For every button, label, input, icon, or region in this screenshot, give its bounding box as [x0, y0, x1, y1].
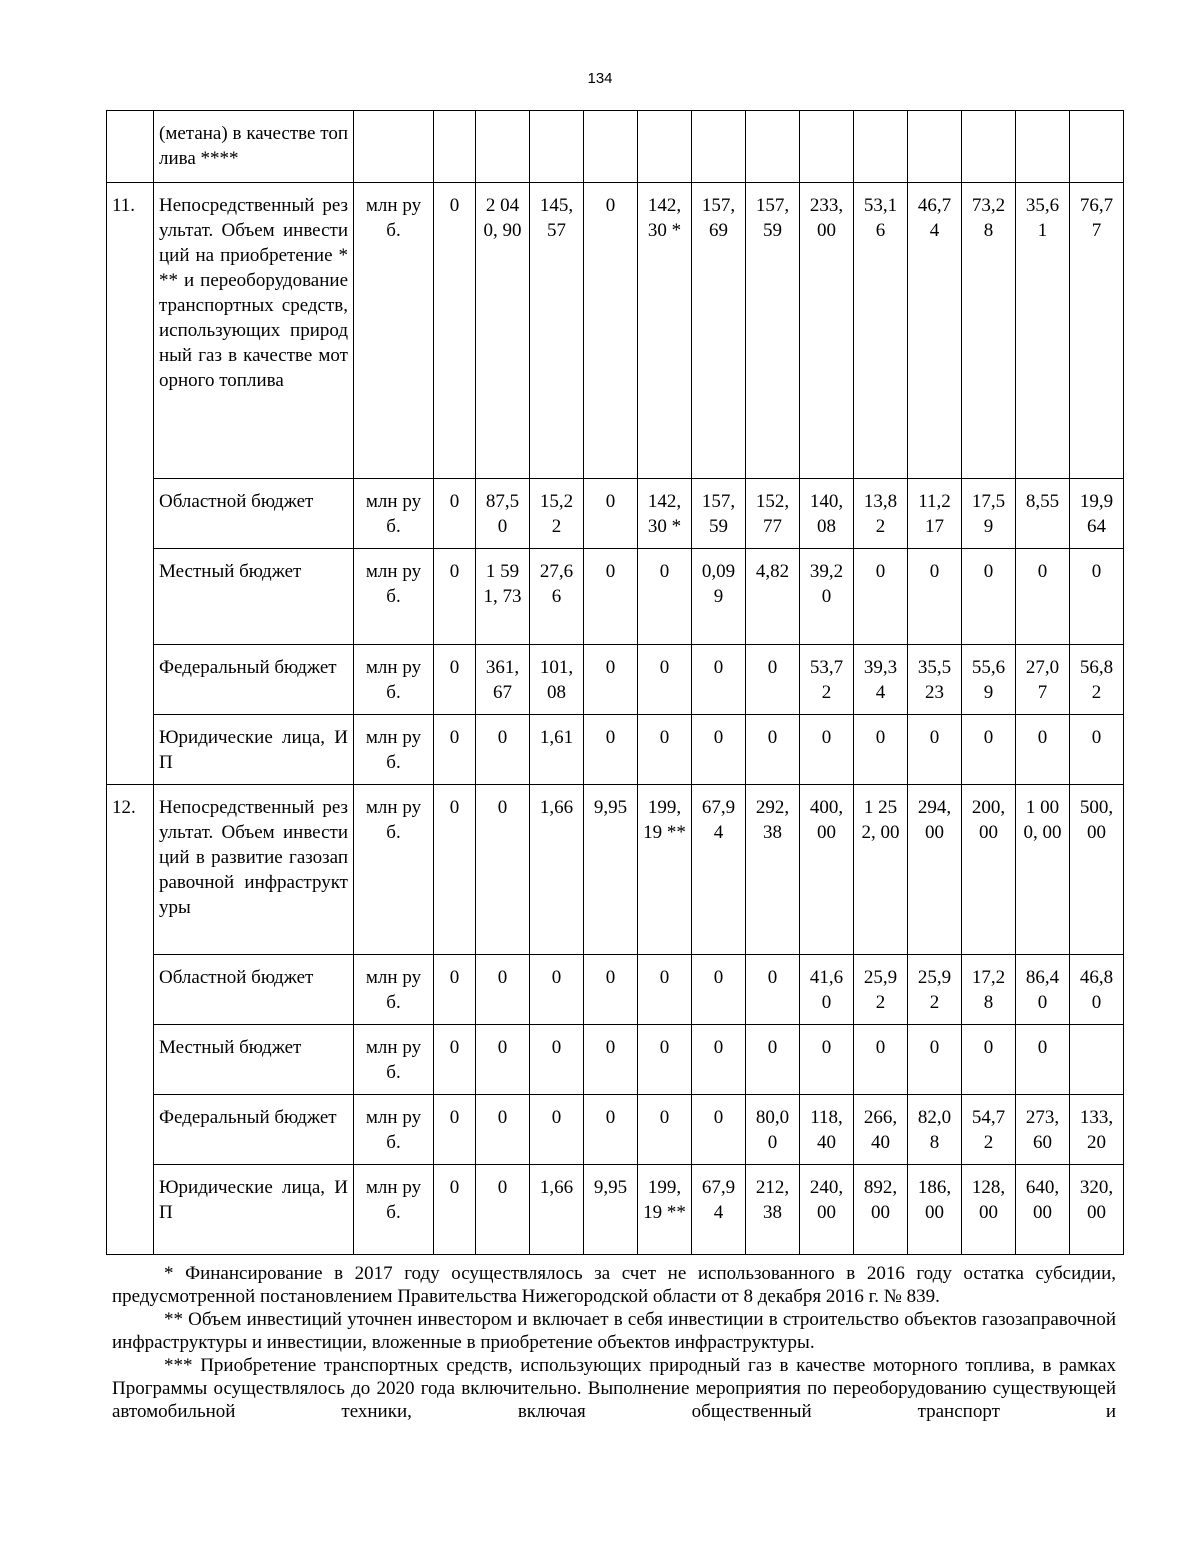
value-cell: 15,2 2 [530, 479, 584, 549]
value-cell: 0 [584, 479, 638, 549]
value-cell: 142, 30 * [638, 479, 692, 549]
row-number [107, 645, 154, 715]
value-cell: 67,9 4 [692, 1165, 746, 1255]
value-cell: 157, 69 [692, 183, 746, 479]
value-cell: 266, 40 [854, 1095, 908, 1165]
value-cell: 0 [434, 1095, 476, 1165]
value-cell: 11,2 17 [908, 479, 962, 549]
row-name: Местный бюджет [154, 549, 354, 645]
value-cell: 1,61 [530, 715, 584, 785]
value-cell: 46,7 4 [908, 183, 962, 479]
row-name: Федеральный бюджет [154, 645, 354, 715]
indicators-table [106, 110, 1124, 1255]
row-unit: млн руб. [354, 549, 434, 645]
value-cell: 0 [638, 715, 692, 785]
value-cell: 118, 40 [800, 1095, 854, 1165]
value-cell: 0 [1016, 549, 1070, 645]
value-cell: 4,82 [746, 549, 800, 645]
value-cell: 17,5 9 [962, 479, 1016, 549]
value-cell: 273, 60 [1016, 1095, 1070, 1165]
value-cell: 35,6 1 [1016, 183, 1070, 479]
value-cell: 0 [434, 645, 476, 715]
row-name: Областной бюджет [154, 479, 354, 549]
value-cell: 0 [908, 549, 962, 645]
value-cell: 25,9 2 [854, 955, 908, 1025]
footnotes [112, 1262, 1116, 1423]
value-cell: 54,7 2 [962, 1095, 1016, 1165]
row-unit: млн руб. [354, 785, 434, 955]
value-cell: 199, 19 ** [638, 785, 692, 955]
value-cell: 0 [692, 645, 746, 715]
value-cell: 200, 00 [962, 785, 1016, 955]
value-cell: 101, 08 [530, 645, 584, 715]
row-name: Непосредственный результат. Объем инвестиций на приобретение *** и переоборудование транспортных средств, использующих природный газ в качестве моторного топлива [154, 183, 354, 479]
value-cell: 0 [530, 1095, 584, 1165]
value-cell: 0 [434, 715, 476, 785]
value-cell: 1 252, 00 [854, 785, 908, 955]
table-row [107, 715, 1124, 785]
value-cell: 86,4 0 [1016, 955, 1070, 1025]
value-cell: 640, 00 [1016, 1165, 1070, 1255]
row-number [107, 111, 154, 183]
row-number [107, 1025, 154, 1095]
value-cell: 1 591, 73 [476, 549, 530, 645]
value-cell: 0 [746, 645, 800, 715]
value-cell: 0 [962, 715, 1016, 785]
value-cell: 1,66 [530, 1165, 584, 1255]
table-body [107, 111, 1124, 1255]
value-cell: 0 [692, 715, 746, 785]
value-cell: 35,5 23 [908, 645, 962, 715]
value-cell: 0 [800, 715, 854, 785]
value-cell: 0 [638, 549, 692, 645]
footnote-2: ** Объем инвестиций уточнен инвестором и включает в себя инвестиции в строительство объектов газозаправочной инфраструктуры и инвестиции, вложенные в приобретение объектов инфраструктуры. [112, 1309, 1116, 1353]
row-number [107, 955, 154, 1025]
row-unit: млн руб. [354, 645, 434, 715]
value-cell: 0 [530, 1025, 584, 1095]
value-cell: 142, 30 * [638, 183, 692, 479]
page-number: 134 [587, 70, 613, 87]
value-cell: 0 [1016, 715, 1070, 785]
value-cell: 0 [638, 1025, 692, 1095]
value-cell: 0 [800, 1025, 854, 1095]
value-cell: 361, 67 [476, 645, 530, 715]
row-unit: млн руб. [354, 715, 434, 785]
value-cell: 0 [638, 955, 692, 1025]
table-row [107, 549, 1124, 645]
table-row [107, 183, 1124, 479]
value-cell: 0 [692, 1025, 746, 1095]
row-number: 11. [107, 183, 154, 479]
table-row [107, 1025, 1124, 1095]
value-cell: 0 [746, 1025, 800, 1095]
value-cell: 0 [908, 1025, 962, 1095]
value-cell: 0 [434, 955, 476, 1025]
value-cell: 53,7 2 [800, 645, 854, 715]
row-name: Юридические лица, ИП [154, 1165, 354, 1255]
value-cell: 0 [584, 955, 638, 1025]
row-unit: млн руб. [354, 955, 434, 1025]
value-cell: 0 [692, 955, 746, 1025]
value-cell: 157, 59 [692, 479, 746, 549]
value-cell: 140, 08 [800, 479, 854, 549]
value-cell: 157, 59 [746, 183, 800, 479]
value-cell: 0 [1070, 549, 1124, 645]
value-cell: 128, 00 [962, 1165, 1016, 1255]
value-cell: 2 040, 90 [476, 183, 530, 479]
value-cell: 199, 19 ** [638, 1165, 692, 1255]
value-cell: 0 [476, 715, 530, 785]
row-name: Местный бюджет [154, 1025, 354, 1095]
footnote-1: * Финансирование в 2017 году осуществлялось за счет не использованного в 2016 году остатка субсидии, предусмотренной постановлением Правительства Нижегородской области от 8 декабря 2016 г. № 839. [112, 1263, 1116, 1307]
row-unit: млн руб. [354, 1095, 434, 1165]
value-cell: 80,0 0 [746, 1095, 800, 1165]
value-cell: 0,09 9 [692, 549, 746, 645]
value-cell: 0 [962, 549, 1016, 645]
row-number: 12. [107, 785, 154, 955]
value-cell: 0 [746, 955, 800, 1025]
value-cell: 0 [584, 183, 638, 479]
value-cell: 0 [962, 1025, 1016, 1095]
value-cell: 46,8 0 [1070, 955, 1124, 1025]
value-cell: 152, 77 [746, 479, 800, 549]
row-unit: млн руб. [354, 1165, 434, 1255]
row-name: Областной бюджет [154, 955, 354, 1025]
value-cell: 0 [434, 785, 476, 955]
value-cell: 0 [584, 715, 638, 785]
value-cell: 82,0 8 [908, 1095, 962, 1165]
value-cell: 212, 38 [746, 1165, 800, 1255]
value-cell: 0 [476, 785, 530, 955]
value-cell: 500, 00 [1070, 785, 1124, 955]
value-cell: 73,2 8 [962, 183, 1016, 479]
value-cell: 0 [476, 955, 530, 1025]
value-cell: 400, 00 [800, 785, 854, 955]
value-cell: 0 [434, 479, 476, 549]
row-number [107, 549, 154, 645]
row-number [107, 715, 154, 785]
value-cell: 145, 57 [530, 183, 584, 479]
value-cell: 0 [434, 1025, 476, 1095]
value-cell: 0 [434, 549, 476, 645]
row-number [107, 1095, 154, 1165]
value-cell: 0 [908, 715, 962, 785]
value-cell: 1 000, 00 [1016, 785, 1070, 955]
table-row [107, 1165, 1124, 1255]
value-cell: 27,6 6 [530, 549, 584, 645]
table-row [107, 955, 1124, 1025]
value-cell: 8,55 [1016, 479, 1070, 549]
value-cell: 27,0 7 [1016, 645, 1070, 715]
value-cell: 13,8 2 [854, 479, 908, 549]
value-cell: 0 [854, 549, 908, 645]
row-name: Непосредственный результат. Объем инвестиций в развитие газозаправочной инфраструктуры [154, 785, 354, 955]
value-cell: 1,66 [530, 785, 584, 955]
value-cell: 9,95 [584, 1165, 638, 1255]
value-cell: 0 [584, 549, 638, 645]
value-cell: 0 [692, 1095, 746, 1165]
row-unit: млн руб. [354, 1025, 434, 1095]
value-cell: 0 [1070, 715, 1124, 785]
table-row [107, 1095, 1124, 1165]
row-unit: млн руб. [354, 183, 434, 479]
row-unit: млн руб. [354, 479, 434, 549]
value-cell: 0 [638, 645, 692, 715]
row-number [107, 479, 154, 549]
value-cell: 39,3 4 [854, 645, 908, 715]
value-cell: 0 [434, 1165, 476, 1255]
value-cell: 0 [1016, 1025, 1070, 1095]
value-cell: 0 [584, 645, 638, 715]
table-row [107, 479, 1124, 549]
value-cell: 320, 00 [1070, 1165, 1124, 1255]
value-cell: 133, 20 [1070, 1095, 1124, 1165]
row-name: (метана) в качестве топлива **** [154, 111, 354, 183]
value-cell: 41,6 0 [800, 955, 854, 1025]
value-cell: 240, 00 [800, 1165, 854, 1255]
value-cell: 292, 38 [746, 785, 800, 955]
table-row [107, 785, 1124, 955]
value-cell: 56,8 2 [1070, 645, 1124, 715]
value-cell: 233, 00 [800, 183, 854, 479]
table-row-continuation [107, 111, 1124, 183]
value-cell: 0 [746, 715, 800, 785]
value-cell: 0 [434, 183, 476, 479]
value-cell: 892, 00 [854, 1165, 908, 1255]
footnote-3: *** Приобретение транспортных средств, использующих природный газ в качестве моторного топлива, в рамках Программы осуществлялось до 2020 года включительно. Выполнение мероприятия по переоборудованию существующей автомобильной техники, включая общественный транспорт и [112, 1355, 1116, 1422]
value-cell: 55,6 9 [962, 645, 1016, 715]
row-name: Юридические лица, ИП [154, 715, 354, 785]
value-cell: 19,9 64 [1070, 479, 1124, 549]
value-cell: 0 [584, 1025, 638, 1095]
row-number [107, 1165, 154, 1255]
value-cell: 17,2 8 [962, 955, 1016, 1025]
value-cell: 25,9 2 [908, 955, 962, 1025]
value-cell: 76,7 7 [1070, 183, 1124, 479]
value-cell: 0 [530, 955, 584, 1025]
value-cell [1070, 1025, 1124, 1095]
value-cell: 67,9 4 [692, 785, 746, 955]
value-cell: 0 [584, 1095, 638, 1165]
value-cell: 0 [854, 1025, 908, 1095]
value-cell: 0 [476, 1025, 530, 1095]
value-cell: 186, 00 [908, 1165, 962, 1255]
value-cell: 39,2 0 [800, 549, 854, 645]
value-cell: 294, 00 [908, 785, 962, 955]
value-cell: 9,95 [584, 785, 638, 955]
value-cell: 0 [476, 1095, 530, 1165]
value-cell: 87,5 0 [476, 479, 530, 549]
value-cell: 0 [476, 1165, 530, 1255]
row-name: Федеральный бюджет [154, 1095, 354, 1165]
table-row [107, 645, 1124, 715]
value-cell: 0 [638, 1095, 692, 1165]
value-cell: 53,1 6 [854, 183, 908, 479]
value-cell: 0 [854, 715, 908, 785]
